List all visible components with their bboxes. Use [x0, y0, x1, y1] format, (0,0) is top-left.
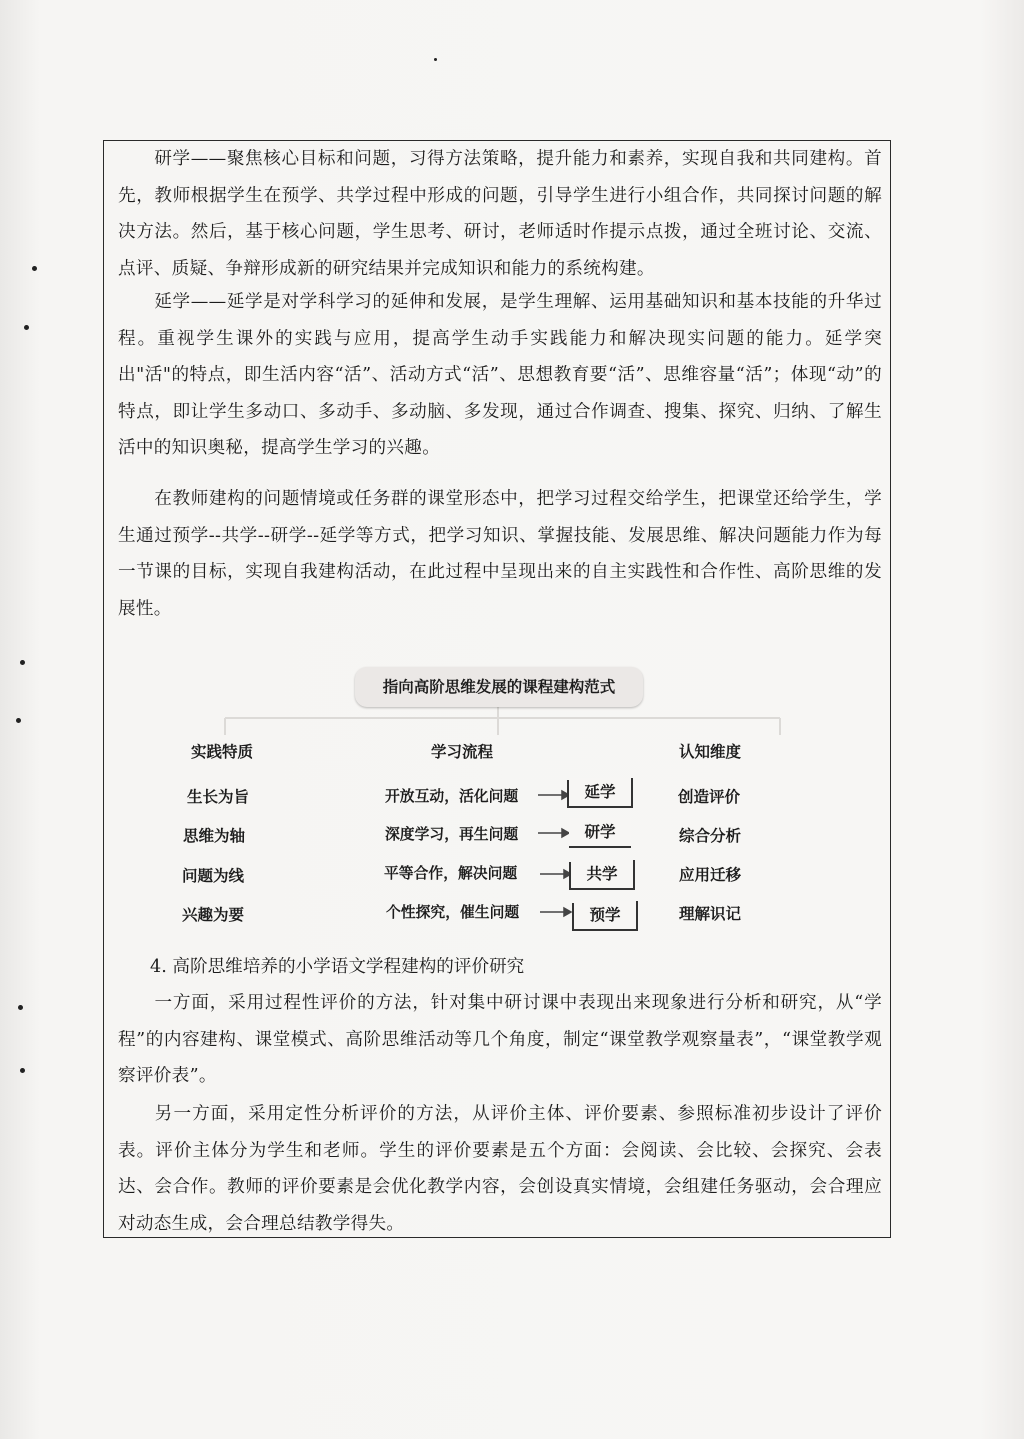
stage-box: 研学 — [569, 818, 631, 848]
diagram-title: 指向高阶思维发展的课程建构范式 — [355, 667, 643, 707]
stage-box: 共学 — [571, 860, 635, 890]
practice-item: 问题为线 — [182, 867, 245, 885]
stage-box: 预学 — [574, 901, 638, 931]
paragraph-summary-text: 在教师建构的问题情境或任务群的课堂形态中，把学习过程交给学生，把课堂还给学生，学生通过预学--共学--研学--延学等方式，把学习知识、掌握技能、发展思维、解决问题能力作为每一节课的目标，实现自我建构活动，在此过程中呈现出来的自主实践性和合作性、高阶思维的发展性。 — [118, 489, 882, 619]
paragraph-evaluation-process-text: 一方面，采用过程性评价的方法，针对集中研讨课中表现出来现象进行分析和研究，从“学程”的内容建构、课堂模式、高阶思维活动等几个角度，制定“课堂教学观察量表”，“课堂教学观察评价表”。 — [118, 993, 882, 1087]
flow-item: 个性探究，催生问题 — [386, 904, 520, 921]
practice-item: 思维为轴 — [183, 827, 246, 845]
flow-item: 深度学习，再生问题 — [385, 826, 519, 843]
header-cognition: 认知维度 — [679, 743, 742, 761]
paragraph-extended-learning-text: 延学——延学是对学科学习的延伸和发展，是学生理解、运用基础知识和基本技能的升华过程。重视学生课外的实践与应用，提高学生动手实践能力和解决现实问题的能力。延学突出"活"的特点，即生活内容“活”、活动方式“活”、思想教育要“活”、思维容量“活”；体现“动”的特点，即让学生多动口、多动手、多动脑、多发现，通过合作调查、搜集、探究、归纳、了解生活中的知识奥秘，提高学生学习的兴趣。 — [118, 292, 882, 459]
cognition-item: 创造评价 — [678, 788, 741, 806]
paragraph-evaluation-qualitative — [118, 1096, 882, 1242]
paragraph-evaluation-process — [118, 985, 882, 1095]
flow-item: 平等合作，解决问题 — [384, 865, 518, 882]
header-process: 学习流程 — [431, 743, 494, 761]
cognition-item: 应用迁移 — [679, 866, 742, 884]
paragraph-evaluation-qualitative-text: 另一方面，采用定性分析评价的方法，从评价主体、评价要素、参照标准初步设计了评价表。评价主体分为学生和老师。学生的评价要素是五个方面：会阅读、会比较、会探究、会表达、会合作。教师的评价要素是会优化教学内容，会创设真实情境，会组建任务驱动，会合理应对动态生成，会合理总结教学得失。 — [118, 1104, 882, 1234]
cognition-item: 综合分析 — [679, 827, 742, 845]
stage-box: 延学 — [569, 778, 633, 808]
flow-item: 开放互动，活化问题 — [385, 788, 519, 805]
cognition-item: 理解识记 — [679, 905, 742, 923]
practice-item: 兴趣为要 — [182, 906, 245, 924]
section-4-heading: 4. 高阶思维培养的小学语文学程建构的评价研究 — [150, 957, 525, 977]
header-practice: 实践特质 — [191, 743, 254, 761]
practice-item: 生长为旨 — [187, 788, 250, 806]
paragraph-yanxue-text: 研学——聚焦核心目标和问题，习得方法策略，提升能力和素养，实现自我和共同建构。首先，教师根据学生在预学、共学过程中形成的问题，引导学生进行小组合作，共同探讨问题的解决方法。然后，基于核心问题，学生思考、研讨，老师适时作提示点拨，通过全班讨论、交流、点评、质疑、争辩形成新的研究结果并完成知识和能力的系统构建。 — [118, 149, 882, 279]
